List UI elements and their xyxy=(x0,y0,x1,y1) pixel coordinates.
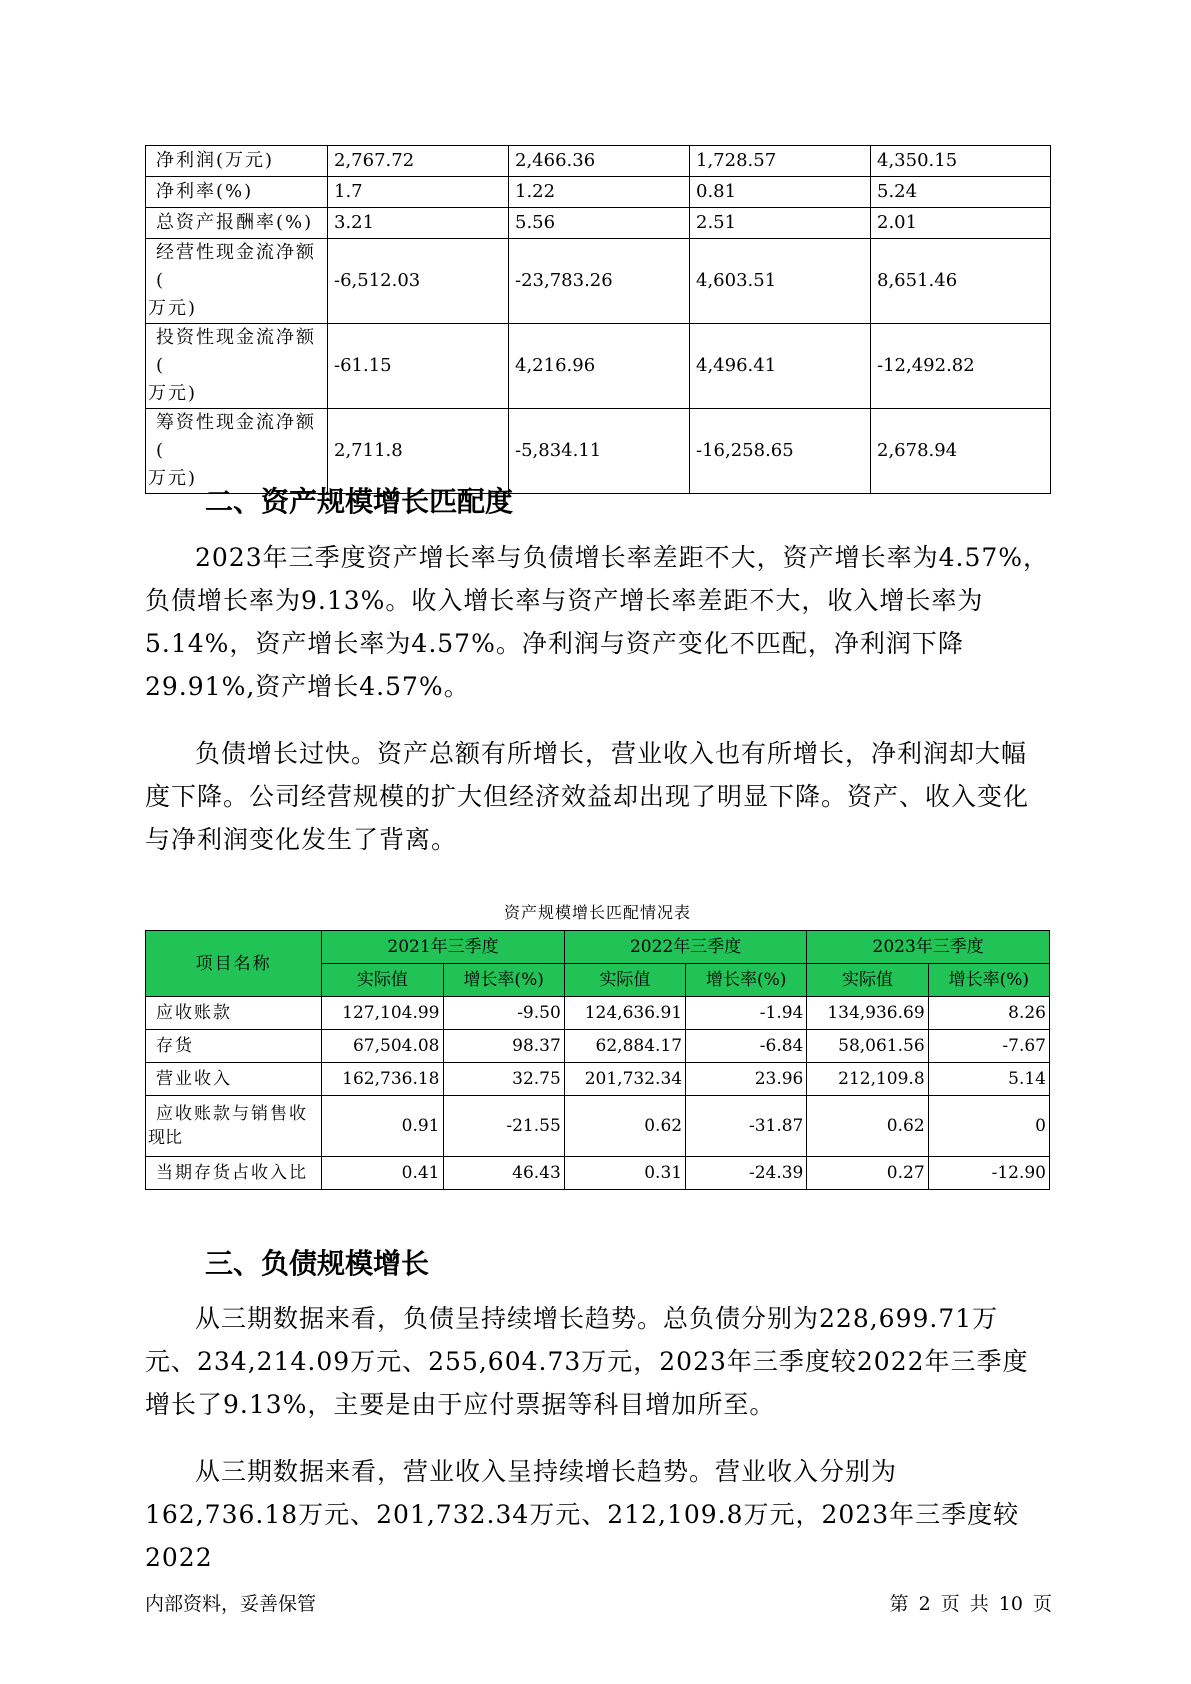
row-label-line2: 万元) xyxy=(148,468,198,489)
financial-metrics-table xyxy=(145,145,1051,494)
table-cell: 8.26 xyxy=(928,997,1049,1030)
table-cell: -6.84 xyxy=(686,1030,807,1063)
table-cell: 1.7 xyxy=(328,177,509,208)
table-row xyxy=(146,1030,1050,1063)
table-cell: 0.62 xyxy=(807,1096,928,1157)
paragraph-text: 从三期数据来看，负债呈持续增长趋势。总负债分别为228,699.71万元、234,214.09万元、255,604.73万元，2023年三季度较2022年三季度增长了9.13%，主要是由于应付票据等科目增加所至。 xyxy=(145,1304,1029,1419)
table-row xyxy=(146,177,1051,208)
table-cell: 4,350.15 xyxy=(871,146,1051,177)
table-cell: 0.81 xyxy=(690,177,871,208)
section-heading: 三、负债规模增长 xyxy=(205,1247,430,1280)
table-cell: -1.94 xyxy=(686,997,807,1030)
table-caption: 资产规模增长匹配情况表 xyxy=(503,903,691,922)
row-label: 当期存货占收入比 xyxy=(146,1157,322,1190)
table-cell: -23,783.26 xyxy=(509,239,690,324)
header-growth: 增长率(%) xyxy=(443,964,564,997)
table-cell: 0.62 xyxy=(564,1096,685,1157)
row-label-line1: 筹资性现金流净额( xyxy=(156,412,316,461)
row-label: 应收账款 xyxy=(146,997,322,1030)
row-label: 净利率(%) xyxy=(146,177,328,208)
table-cell: 98.37 xyxy=(443,1030,564,1063)
paragraph xyxy=(145,536,1050,708)
row-label: 净利润(万元) xyxy=(146,146,328,177)
table-cell: 4,603.51 xyxy=(690,239,871,324)
table-cell: 58,061.56 xyxy=(807,1030,928,1063)
table-row xyxy=(146,1063,1050,1096)
table-cell: 62,884.17 xyxy=(564,1030,685,1063)
asset-growth-table xyxy=(145,930,1050,1190)
table-cell: 46.43 xyxy=(443,1157,564,1190)
table-cell: 5.24 xyxy=(871,177,1051,208)
row-label-line2: 万元) xyxy=(148,298,198,319)
paragraph xyxy=(145,1450,1050,1579)
table-cell: -24.39 xyxy=(686,1157,807,1190)
table-cell: 5.56 xyxy=(509,208,690,239)
table-cell: -12.90 xyxy=(928,1157,1049,1190)
table-cell: 4,496.41 xyxy=(690,324,871,409)
table-cell: -12,492.82 xyxy=(871,324,1051,409)
table-cell: 0 xyxy=(928,1096,1049,1157)
table-cell: 2.51 xyxy=(690,208,871,239)
row-label-line1: 投资性现金流净额( xyxy=(156,327,316,376)
table-cell: -6,512.03 xyxy=(328,239,509,324)
header-period: 2021年三季度 xyxy=(322,931,565,964)
row-label xyxy=(146,1096,322,1157)
table-row xyxy=(146,997,1050,1030)
table-cell: 4,216.96 xyxy=(509,324,690,409)
table-cell: 67,504.08 xyxy=(322,1030,443,1063)
table-cell: 124,636.91 xyxy=(564,997,685,1030)
header-item: 项目名称 xyxy=(146,931,322,997)
header-growth: 增长率(%) xyxy=(686,964,807,997)
table-cell: -31.87 xyxy=(686,1096,807,1157)
table-cell: 127,104.99 xyxy=(322,997,443,1030)
row-label-line2: 万元) xyxy=(148,383,198,404)
table-cell: 32.75 xyxy=(443,1063,564,1096)
row-label: 总资产报酬率(%) xyxy=(146,208,328,239)
table-row xyxy=(146,239,1051,324)
footer-confidential-note: 内部资料，妥善保管 xyxy=(145,1593,317,1615)
table-cell: -5,834.11 xyxy=(509,409,690,494)
table-cell: 0.27 xyxy=(807,1157,928,1190)
header-actual: 实际值 xyxy=(807,964,928,997)
header-period: 2023年三季度 xyxy=(807,931,1050,964)
row-label-line2: 现比 xyxy=(148,1128,182,1148)
row-label-line1: 经营性现金流净额( xyxy=(156,242,316,291)
header-actual: 实际值 xyxy=(564,964,685,997)
header-actual: 实际值 xyxy=(322,964,443,997)
table-cell: 1.22 xyxy=(509,177,690,208)
table-cell: -7.67 xyxy=(928,1030,1049,1063)
page-number: 第 2 页 共 10 页 xyxy=(889,1593,1052,1615)
table-cell: 162,736.18 xyxy=(322,1063,443,1096)
table-cell: 23.96 xyxy=(686,1063,807,1096)
row-label xyxy=(146,324,328,409)
header-period: 2022年三季度 xyxy=(564,931,807,964)
table-row xyxy=(146,208,1051,239)
table-cell: 2,767.72 xyxy=(328,146,509,177)
table-cell: 212,109.8 xyxy=(807,1063,928,1096)
paragraph-text: 2023年三季度资产增长率与负债增长率差距不大，资产增长率为4.57%，负债增长率为9.13%。收入增长率与资产增长率差距不大，收入增长率为5.14%，资产增长率为4.57%。净利润与资产变化不匹配，净利润下降29.91%,资产增长4.57%。 xyxy=(145,543,1050,701)
table-cell: 0.91 xyxy=(322,1096,443,1157)
table-cell: 2,678.94 xyxy=(871,409,1051,494)
table-header-row xyxy=(146,931,1050,964)
table-cell: 201,732.34 xyxy=(564,1063,685,1096)
table-cell: 5.14 xyxy=(928,1063,1049,1096)
paragraph-text: 从三期数据来看，营业收入呈持续增长趋势。营业收入分别为162,736.18万元、201,732.34万元、212,109.8万元，2023年三季度较2022 xyxy=(145,1457,1020,1572)
section-heading: 二、资产规模增长匹配度 xyxy=(205,485,514,518)
table-row xyxy=(146,1157,1050,1190)
table-cell: 2,711.8 xyxy=(328,409,509,494)
table-cell: 3.21 xyxy=(328,208,509,239)
paragraph xyxy=(145,1297,1050,1426)
table-cell: 0.31 xyxy=(564,1157,685,1190)
paragraph-text: 负债增长过快。资产总额有所增长，营业收入也有所增长，净利润却大幅度下降。公司经营规模的扩大但经济效益却出现了明显下降。资产、收入变化与净利润变化发生了背离。 xyxy=(145,739,1030,854)
table-row xyxy=(146,146,1051,177)
table-cell: -16,258.65 xyxy=(690,409,871,494)
table-cell: -61.15 xyxy=(328,324,509,409)
table-row xyxy=(146,324,1051,409)
table-row xyxy=(146,1096,1050,1157)
table-cell: 134,936.69 xyxy=(807,997,928,1030)
row-label-line1: 应收账款与销售收 xyxy=(156,1104,308,1124)
table-cell: 0.41 xyxy=(322,1157,443,1190)
table-cell: 1,728.57 xyxy=(690,146,871,177)
row-label xyxy=(146,239,328,324)
row-label: 营业收入 xyxy=(146,1063,322,1096)
table-cell: 2,466.36 xyxy=(509,146,690,177)
table-cell: 8,651.46 xyxy=(871,239,1051,324)
paragraph xyxy=(145,732,1050,861)
row-label: 存货 xyxy=(146,1030,322,1063)
table-cell: -21.55 xyxy=(443,1096,564,1157)
table-cell: 2.01 xyxy=(871,208,1051,239)
table-cell: -9.50 xyxy=(443,997,564,1030)
header-growth: 增长率(%) xyxy=(928,964,1049,997)
